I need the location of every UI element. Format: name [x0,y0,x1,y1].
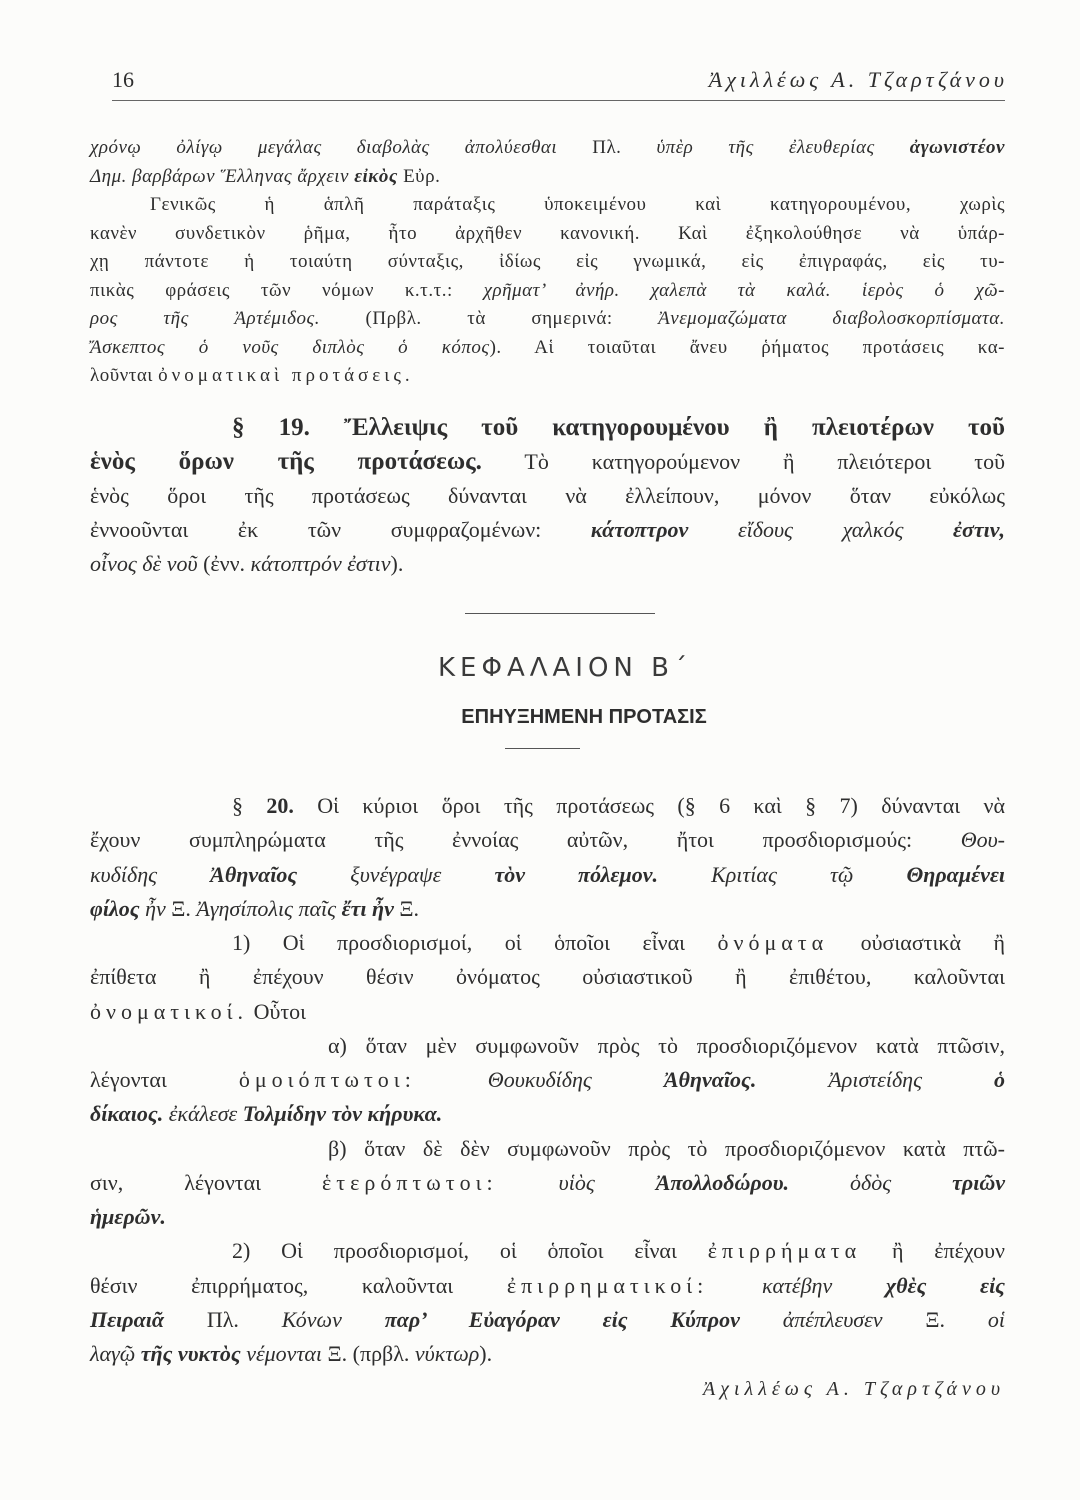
separator-rule [465,613,655,614]
italic-text: ἦν [145,895,172,921]
text-line [90,248,1005,277]
text-line [90,547,1005,581]
italic-text: ξυνέγραψε [350,861,495,887]
text-line [90,220,1005,249]
text-line [90,1303,1005,1337]
text-line [90,1337,1005,1371]
section-heading [90,411,1005,445]
bold-italic-text: τριῶν [952,1169,1005,1195]
text-line [90,277,1005,306]
chapter-subtitle: ΕΠΗΥΞΗΜΕΝΗ ΠΡΟΤΑΣΙΣ [461,706,707,728]
bold-italic-text: τῆς νυκτὸς [140,1341,247,1366]
italic-text: Κόνων [281,1306,385,1332]
italic-text: οἶνος δὲ νοῦ [90,551,204,576]
italic-text: ὑπὲρ τῆς ἐλευθερίας [656,137,875,158]
regular-text: χῃ πάντοτε ἡ τοιαύτη σύνταξις, ἰδίως εἰς γνωμικά, εἰς ἐπιγραφάς, εἰς τυ- [90,251,1005,272]
text-line [90,134,1005,163]
author-signature-line [90,1371,1005,1406]
bold-italic-text: ἐστιν, [952,517,1006,542]
bold-italic-text: δίκαιος. [90,1101,169,1127]
italic-text: ἐκάλεσε [168,1101,243,1127]
regular-text: κανὲν συνδετικὸν ῥῆμα, ἦτο ἀρχῆθεν κανονική. Καὶ ἐξηκολούθησε νὰ ὑπάρ- [90,222,1005,244]
italic-text: λαγῷ [90,1341,141,1366]
italic-text: ὁδὸς [849,1169,953,1195]
spaced-text: ἐπιρρήματα [707,1238,862,1264]
regular-text: Γενικῶς ἡ ἁπλῆ παράταξις ὑποκειμένου καὶ κατηγορουμένου, χωρὶς [150,194,1005,215]
italic-text: Θου- [960,827,1005,853]
regular-text: ἢ ἐπέχουν [861,1238,1006,1264]
regular-text: (Πρβλ. τὰ σημερινά: [365,308,659,329]
regular-text: (ἐνν. [203,551,251,576]
regular-text: λέγονται [90,1067,239,1092]
regular-text: Ξ. [171,895,197,921]
bold-italic-text: παρ’ Εὐαγόραν εἰς Κύπρον [384,1306,783,1332]
regular-text: ἑνὸς ὅροι τῆς προτάσεως δύνανται νὰ ἐλλείπουν, μόνον ὅταν εὐκόλως [90,483,1005,508]
regular-text: ). [479,1341,493,1366]
text-line [90,1029,1005,1063]
text-line [90,1097,1005,1131]
bold-italic-text: κάτοπτρον [590,517,738,542]
separator-rule [505,748,580,749]
italic-text: οἱ [987,1306,1006,1332]
regular-text: οὐσιαστικὰ ἢ [828,930,1006,955]
regular-text: θέσιν ἐπιρρήματος, καλοῦνται [90,1272,507,1298]
italic-text: Ἀγησίπολις παῖς [196,895,342,921]
regular-text: ἐννοοῦνται ἐκ τῶν συμφραζομένων: [90,517,591,542]
spaced-text: ὁμοιόπτωτοι: [238,1067,416,1092]
text-line [90,892,1005,926]
italic-text: ρος τῆς Ἀρτέμιδος. [90,308,366,329]
bold-italic-text: Πειραιᾶ [90,1306,207,1332]
italic-text: νύκτωρ [414,1341,480,1366]
regular-text: 1) Οἱ προσδιορισμοί, οἱ ὁποῖοι εἶναι [232,930,718,955]
italic-text: Δημ. βαρβάρων Ἕλληνας ἄρχειν [90,165,355,187]
italic-text: Κριτίας τῷ [711,861,907,887]
regular-text: σιν, λέγονται [90,1169,323,1195]
running-title: Ἀχιλλέως Α. Τζαρτζάνου [708,67,1008,92]
bold-italic-text: Ἀπολλοδώρου. [655,1169,850,1195]
bold-italic-text: ἡμερῶν. [90,1204,166,1229]
regular-text: ). [390,551,404,576]
text-line [90,1132,1005,1166]
bold-italic-text: ὁ [993,1067,1005,1092]
spaced-text: ὀνοματικαὶ προτάσεις. [158,365,414,386]
regular-text: Ξ. [399,895,419,921]
regular-text: ἐπίθετα ἢ ἐπέχουν θέσιν ὀνόματος οὐσιαστικοῦ ἢ ἐπιθέτου, καλοῦνται [90,964,1005,990]
regular-text: ). Αἱ τοιαῦται ἄνευ ῥήματος προτάσεις κα- [489,336,1006,358]
bold-italic-text: Τολμίδην τὸν κήρυκα. [242,1101,443,1127]
italic-text: χρῆματ’ ἀνήρ. χαλεπὰ τὰ καλά. ἱερὸς ὁ χῶ- [483,279,1005,301]
header-rule [112,100,1005,101]
author-signature: Ἀχιλλέως Α. Τζαρτζάνου [702,1378,1005,1401]
regular-text: Ξ. (πρβλ. [327,1341,415,1366]
bold-italic-text: ἔτι ἦν [341,895,400,921]
text-line [90,479,1005,513]
text-line [90,1200,1005,1234]
italic-text: υἱὸς [497,1169,656,1195]
italic-text: κατέβην [708,1272,886,1298]
section-20 [90,789,1005,1407]
spaced-text: ἐπιρρηματικοί: [506,1272,709,1298]
regular-text: Οἱ κύριοι ὅροι τῆς προτάσεως (§ 6 καὶ § 7) δύνανται νὰ [293,793,1006,818]
regular-text: Πλ. [206,1306,282,1332]
chapter-title: ΚΕΦΑΛΑΙΟΝ Β΄ [438,653,692,683]
regular-text: Οὗτοι [248,998,307,1024]
italic-text: ἀπέπλευσεν [782,1306,926,1332]
regular-text: Πλ. [557,137,657,158]
heading-text: § 19. Ἔλλειψις τοῦ κατηγορουμένου ἢ πλειοτέρων τοῦ [232,414,1005,441]
text-line [90,858,1005,892]
regular-text: α) ὅταν μὲν συμφωνοῦν πρὸς τὸ προσδιοριζόμενον κατὰ πτῶσιν, [328,1032,1005,1058]
text-line [90,513,1005,547]
text-line [90,823,1005,857]
italic-text: εἴδους χαλκός [737,517,953,542]
upper-text-block [90,134,1005,391]
regular-text: Ξ. [925,1306,988,1332]
regular-text: 2) Οἱ προσδιορισμοί, οἱ ὁποῖοι εἶναι [232,1238,708,1264]
section-19 [90,411,1005,581]
bold-italic-text: τὸν πόλεμον. [494,861,712,887]
text-line [90,445,1005,479]
spaced-text: ὀνοματικοί. [90,998,249,1024]
italic-text: κυδίδης [90,861,211,887]
text-line [90,1166,1005,1200]
page-number: 16 [112,67,134,92]
text-line [90,1269,1005,1303]
text-line [90,926,1005,960]
regular-text: § [232,793,267,818]
text-line [90,789,1005,823]
bold-italic-text: Θηραμένει [906,861,1005,887]
bold-italic-text: εἰκὸς [354,165,398,187]
regular-text: Τὸ κατηγορούμενον ἢ πλειότεροι τοῦ [481,449,1005,474]
regular-text: Εὐρ. [397,165,441,187]
italic-text: χρόνῳ ὀλίγῳ μεγάλας διαβολὰς ἀπολύεσθαι [90,137,558,158]
bold-italic-text: Ἀθηναῖος. [663,1067,829,1092]
text-line [90,995,1005,1029]
text-line [90,191,1005,220]
heading-text: ἑνὸς ὅρων τῆς προτάσεως. [90,448,482,475]
text-line [90,163,1005,192]
italic-text: Ἀνεμομαζώματα διαβολοσκορπίσματα. [658,308,1006,329]
italic-text: νέμονται [246,1341,328,1366]
spaced-text: ἑτερόπτωτοι: [322,1169,498,1195]
italic-text: Ἄσκεπτος ὁ νοῦς διπλὸς ὁ κόπος [90,336,490,358]
italic-text: Ἀριστείδης [828,1067,994,1092]
spaced-text: ὀνόματα [717,930,829,955]
bold-italic-text: Ἀθηναῖος [210,861,351,887]
section-number: 20. [266,793,294,818]
bold-italic-text: χθὲς εἰς [885,1272,1005,1298]
regular-text: πικὰς φράσεις τῶν νόμων κ.τ.τ.: [90,279,484,301]
text-line [90,1063,1005,1097]
italic-text: Θουκυδίδης [415,1067,664,1092]
text-line [90,334,1005,363]
bold-italic-text: ἀγωνιστέον [874,137,1005,158]
italic-text: κάτοπτρόν ἐστιν [250,551,391,576]
regular-text: λοῦνται [90,365,159,386]
text-line [90,1234,1005,1268]
bold-italic-text: φίλος [90,895,146,921]
text-line [90,362,1005,391]
regular-text: ἔχουν συμπληρώματα τῆς ἐννοίας αὐτῶν, ἤτοι προσδιορισμούς: [90,827,961,853]
text-line [90,960,1005,994]
regular-text: β) ὅταν δὲ δὲν συμφωνοῦν πρὸς τὸ προσδιοριζόμενον κατὰ πτῶ- [328,1135,1005,1161]
text-line [90,305,1005,334]
